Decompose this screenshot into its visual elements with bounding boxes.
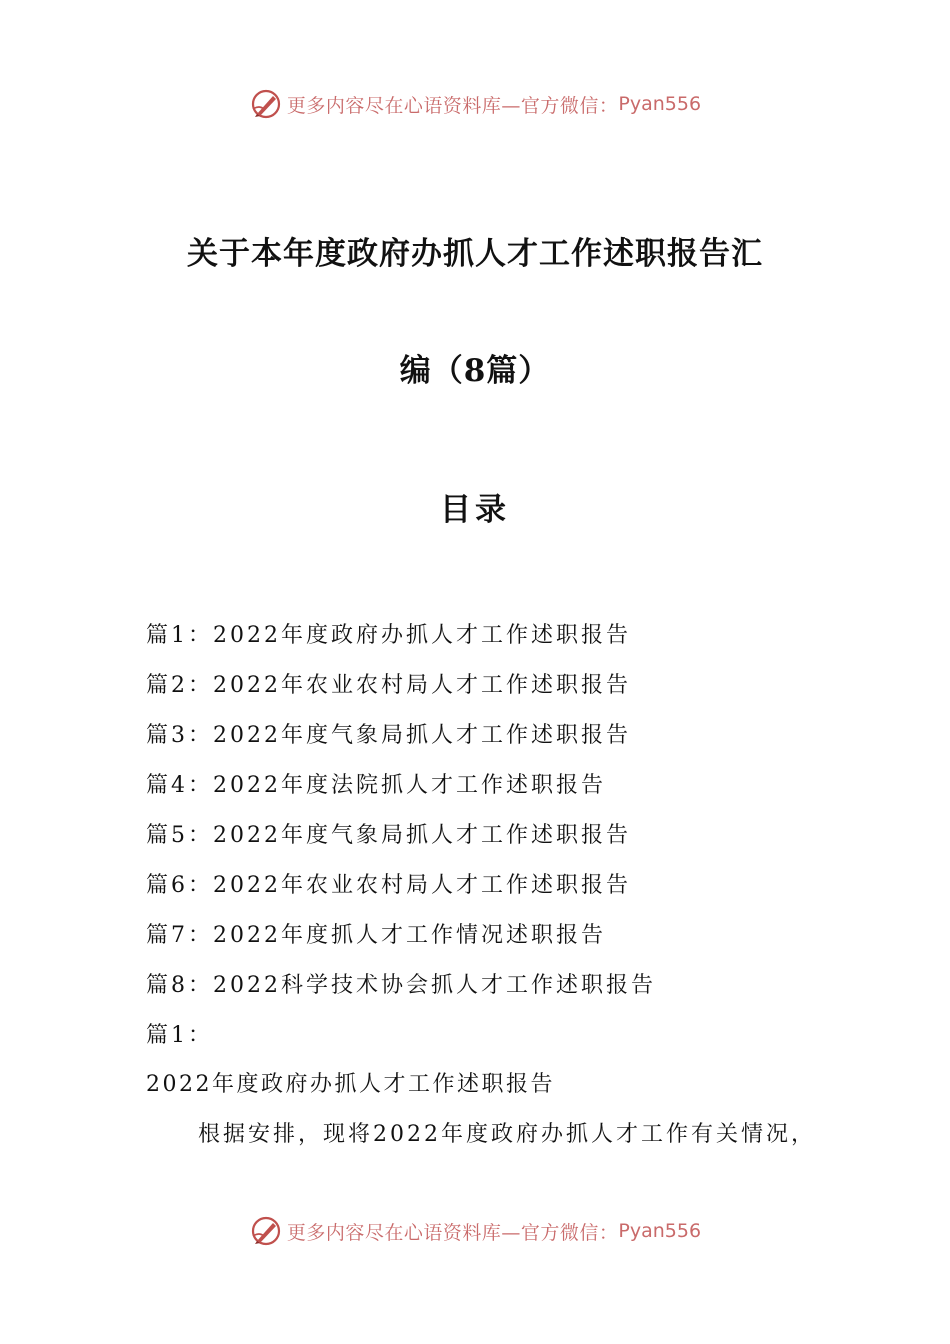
toc-item-1[interactable]: 篇1：2022年度政府办抓人才工作述职报告 [146, 623, 631, 648]
toc-item-2[interactable]: 篇2：2022年农业农村局人才工作述职报告 [146, 673, 631, 698]
banner-wechat-id: Pyan556 [618, 93, 702, 115]
banner-text: 更多内容尽在心语资料库—官方微信： [286, 94, 619, 117]
document-title-line-2: 编（8篇） [399, 353, 551, 389]
section-label: 篇1： [146, 1023, 213, 1048]
footer-banner [0, 1209, 950, 1253]
toc-heading: 目录 [440, 492, 510, 528]
toc-item-3[interactable]: 篇3：2022年度气象局抓人才工作述职报告 [146, 723, 631, 748]
banner-wechat-id: Pyan556 [618, 1220, 702, 1242]
toc-item-8[interactable]: 篇8：2022科学技术协会抓人才工作述职报告 [146, 973, 656, 998]
document-title-line-1: 关于本年度政府办抓人才工作述职报告汇 [187, 236, 763, 272]
table-of-contents [146, 618, 656, 1018]
toc-item-5[interactable]: 篇5：2022年度气象局抓人才工作述职报告 [146, 823, 631, 848]
banner-text: 更多内容尽在心语资料库—官方微信： [286, 1221, 619, 1244]
toc-item-6[interactable]: 篇6：2022年农业农村局人才工作述职报告 [146, 873, 631, 898]
pen-logo-icon [249, 87, 283, 121]
section-title: 2022年度政府办抓人才工作述职报告 [146, 1072, 555, 1097]
pen-logo-icon [249, 1214, 283, 1248]
body-paragraph: 根据安排，现将2022年度政府办抓人才工作有关情况， [198, 1122, 816, 1147]
header-banner [0, 82, 950, 126]
toc-item-7[interactable]: 篇7：2022年度抓人才工作情况述职报告 [146, 923, 606, 948]
toc-item-4[interactable]: 篇4：2022年度法院抓人才工作述职报告 [146, 773, 606, 798]
